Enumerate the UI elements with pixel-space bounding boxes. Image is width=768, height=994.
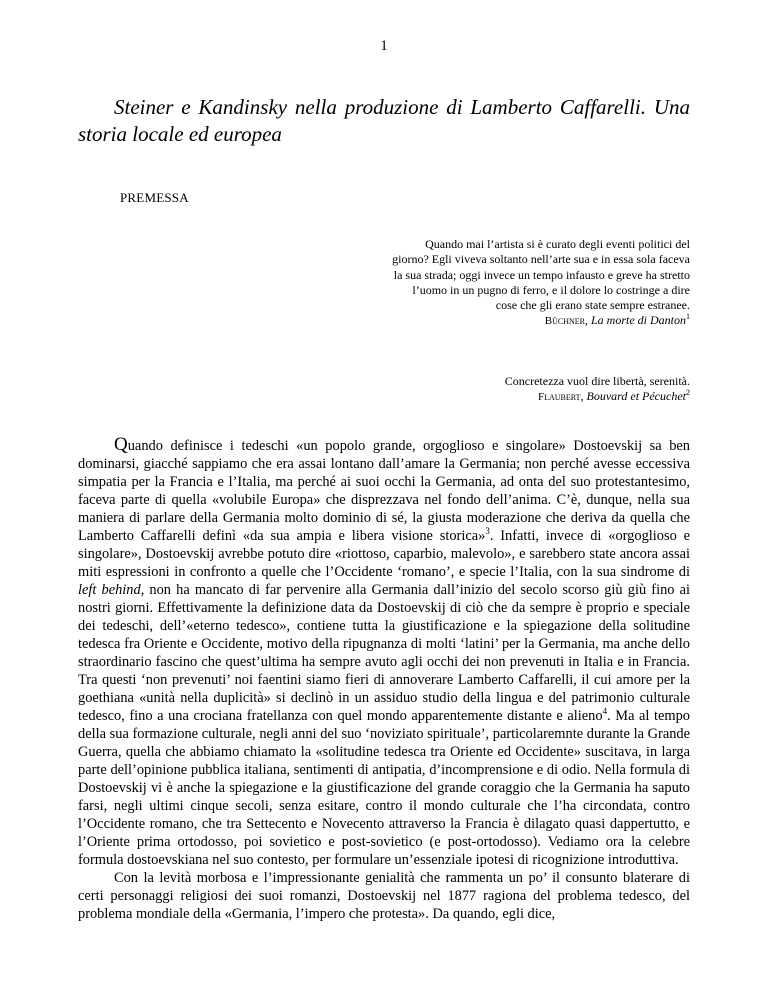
epigraph-flaubert xyxy=(390,374,690,406)
body-text xyxy=(78,436,690,923)
document-title: Steiner e Kandinsky nella produzione di Lamberto Caffarelli. Una storia locale ed europea xyxy=(78,95,690,146)
footnote-marker[interactable]: 4 xyxy=(602,706,608,717)
epigraph-buchner xyxy=(390,237,690,330)
text-run: , non ha mancato di far pervenire alla Germania dall’inizio del secolo scorso giù giù fino ai nostri giorni. Effettivamente la definizione data da Dostoevskij di ciò che da sempre è proprio e speciale dei tedeschi, dell’«eterno tedesco», contiene tutta la giustificazione e la spiegazione della solitudine tedesca fra Oriente e Occidente, motivo della ripugnanza di molti ‘latini’ per la Germania, ma anche dello straordinario fascino che quest’ultima ha sempre avuto agli occhi dei non prevenuti in Italia e in Francia. Tra questi ‘non prevenuti’ noi faentini siamo fieri di annoverare Lamberto Caffarelli, il cui amore per la goethiana «unità nella duplicità» si declinò in un assiduo studio della lingua e del patrimonio culturale tedesco, fino a una crociana fratellanza con quel mondo apparentemente distante e alieno xyxy=(78,582,690,724)
section-heading: PREMESSA xyxy=(120,190,189,205)
epigraph-attribution xyxy=(390,313,690,329)
text-run: . Infatti, invece di «orgoglioso e singolare», Dostoevskij avrebbe potuto dire «riottoso, caparbio, malevolo», e sarebbero state ancora assai miti espressioni in confronto a quelle che l’Occidente ‘romano’, e specie l’Italia, con la sua sindrome di xyxy=(78,528,690,580)
text-run: uando definisce i tedeschi «un popolo grande, orgoglioso e singolare» Dostoevskij sa ben dominarsi, giacché sappiamo che era assai lontano dall’amare la Germania; non perché avesse eccessiva simpatia per la Francia e l’Italia, ma perché ai suoi occhi la Germania, ad onta del suo protestantesimo, faceva parte di quella «volubile Europa» che disprezzava nel fondo dell’anima. C’è, dunque, nella sua maniera di parlare della Germania molto dominio di sé, la giusta moderazione che deriva da quella che Lamberto Caffarelli definì «da sua ampia e libera visione storica» xyxy=(78,438,690,544)
footnote-marker[interactable]: 3 xyxy=(485,526,490,537)
body-paragraph-2: Con la levità morbosa e l’impressionante genialità che rammenta un po’ il consunto blaterare di certi personaggi religiosi dei suoi romanzi, Dostoevskij nel 1877 ragiona del problema tedesco, del problema mondiale della «Germania, l’impero che protesta». Da quando, egli dice, xyxy=(78,870,690,922)
initial-letter: Q xyxy=(114,434,128,455)
attribution-separator: , xyxy=(580,389,587,404)
page-number: 1 xyxy=(380,38,388,54)
italic-phrase: left behind xyxy=(78,582,141,598)
epigraph-work-title: Bouvard et Pécuchet xyxy=(586,389,686,404)
text-run: . Ma al tempo della sua formazione culturale, negli anni del suo ‘noviziato spirituale’, particolaremnte durante la Grande Guerra, quella che abbiamo chiamato la «solitudine tedesca tra Oriente ed Occidente» suscitava, in larga parte dell’opinione pubblica italiana, sentimenti di antipatia, d’incomprensione e di odio. Nella formula di Dostoevskij vi è anche la spiegazione e la giustificazione del grande coraggio che la Germania ha saputo farsi, negli ultimi cinque secoli, senza esitare, contro il mondo culturale che l’ha circondata, contro l’Occidente romano, che tra Settecento e Novecento attraverso la Francia è dilagato quasi dappertutto, e l’Oriente prima ortodosso, poi sovietico e post-sovietico (e post-ortodosso). Vediamo ora la celebre formula dostoevskiana nel suo contesto, per formulare un’essenziale ipotesi di ricognizione introduttiva. xyxy=(78,708,690,868)
footnote-marker[interactable]: 1 xyxy=(686,312,690,322)
epigraph-quote: Concretezza vuol dire libertà, serenità. xyxy=(504,374,690,388)
footnote-marker[interactable]: 2 xyxy=(686,388,690,398)
attribution-separator: , xyxy=(584,313,591,328)
epigraph-work-title: La morte di Danton xyxy=(590,313,686,328)
epigraph-author: Büchner xyxy=(544,315,585,328)
epigraph-quote: Quando mai l’artista si è curato degli eventi politici del giorno? Egli viveva soltanto nell’arte sua e in essa sola faceva la sua strada; oggi invece un tempo infausto e greve ha stretto l’uomo in un pugno di ferro, e il dolore lo costringe a dire cose che gli erano state sempre estranee. xyxy=(392,237,690,313)
body-paragraph-1 xyxy=(78,436,690,869)
epigraph-author: Flaubert xyxy=(537,391,581,404)
epigraph-attribution xyxy=(390,389,690,405)
